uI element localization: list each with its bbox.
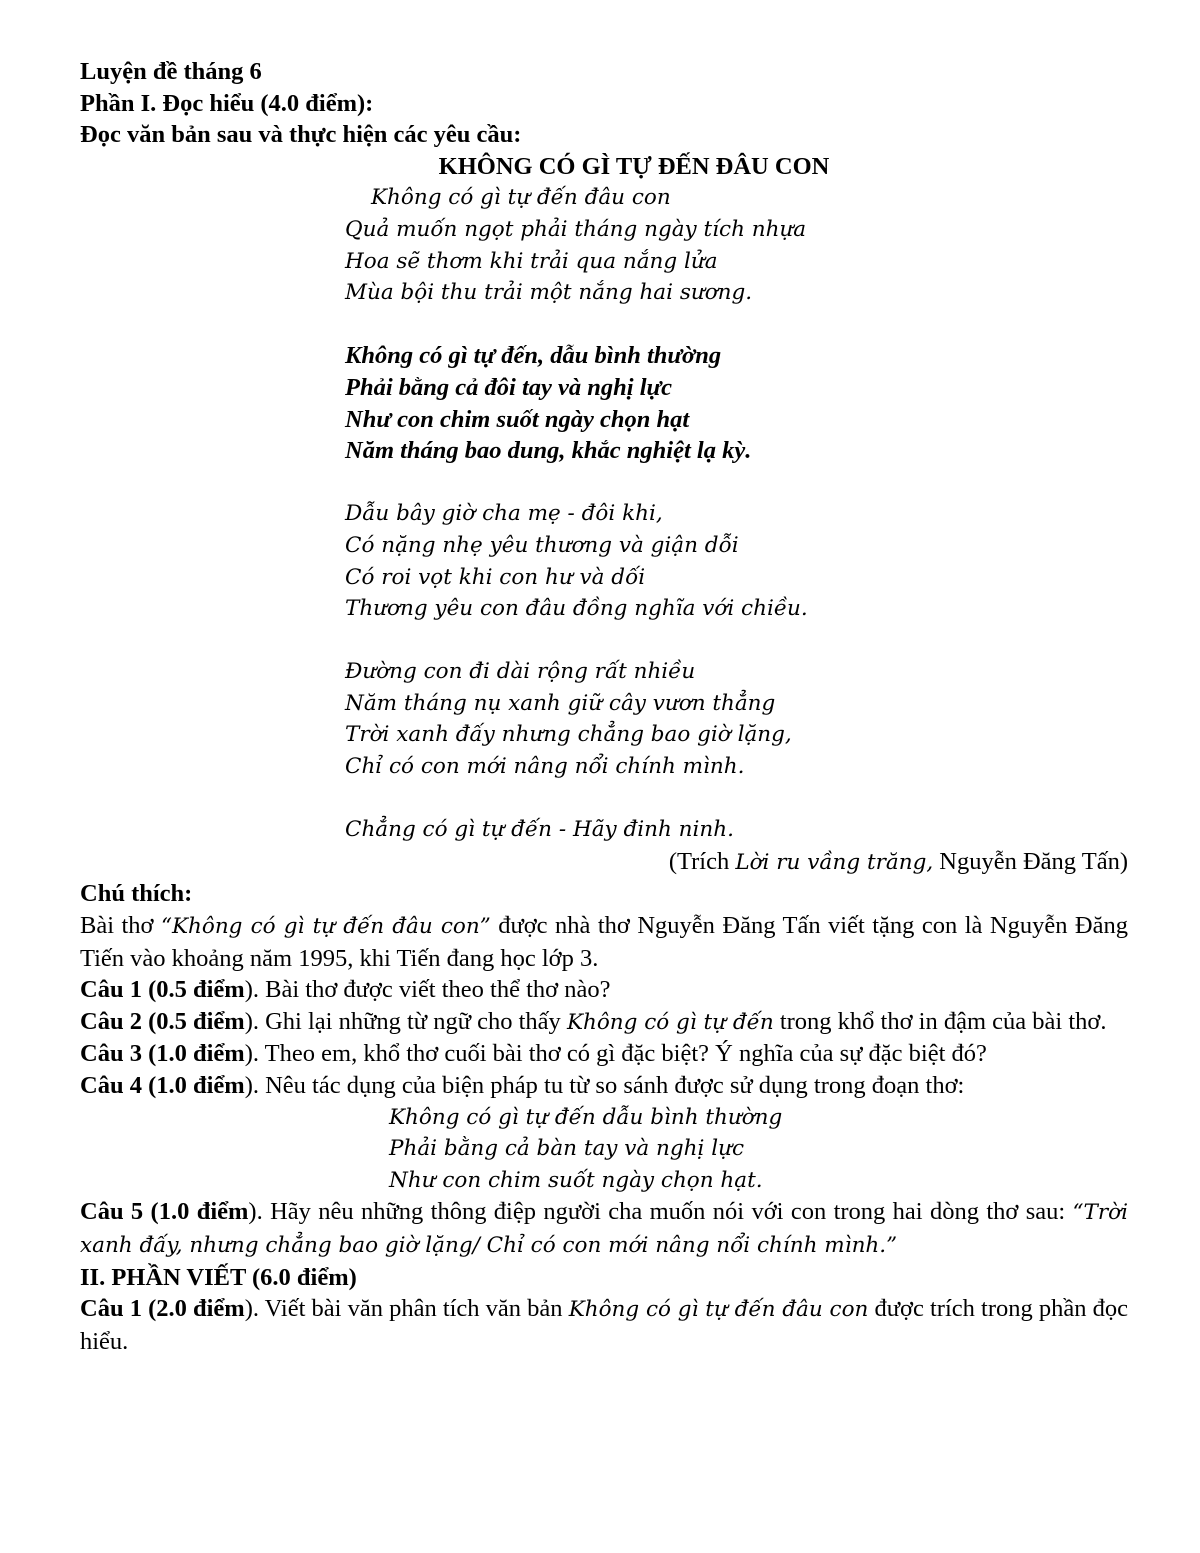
question-2 bbox=[80, 1006, 1128, 1039]
question-text: được trích trong phần đọc hiểu. bbox=[80, 1295, 1128, 1355]
poem-stanza-3 bbox=[80, 498, 1128, 624]
poem-line: Đường con đi dài rộng rất nhiều bbox=[345, 659, 696, 685]
citation-author: Nguyễn Đăng Tấn) bbox=[933, 847, 1128, 875]
poem-line: Năm tháng nụ xanh giữ cây vươn thẳng bbox=[345, 690, 776, 716]
question-label: Câu 2 (0.5 điểm bbox=[80, 1007, 245, 1035]
question-text: ). Hãy nêu những thông điệp người cha muốn nói với con trong hai dòng thơ sau: bbox=[248, 1198, 1073, 1226]
question-4 bbox=[80, 1070, 1128, 1102]
question-1 bbox=[80, 974, 1128, 1006]
question-5 bbox=[80, 1196, 1128, 1261]
section-heading-part2: II. PHẦN VIẾT (6.0 điểm) bbox=[80, 1263, 357, 1291]
poem-stanza-1 bbox=[80, 182, 1128, 308]
poem-line: Phải bằng cả đôi tay và nghị lực bbox=[345, 373, 673, 401]
poem-stanza-4 bbox=[80, 656, 1128, 782]
part2-question-1 bbox=[80, 1293, 1128, 1357]
poem-line: Có roi vọt khi con hư và dối bbox=[345, 564, 646, 590]
question-label: Câu 1 (2.0 điểm bbox=[80, 1295, 245, 1323]
question-italic: Không có gì tự đến bbox=[566, 1009, 774, 1035]
section-heading-part1: Phần I. Đọc hiểu (4.0 điểm): bbox=[80, 89, 374, 117]
poem-line: Quả muốn ngọt phải tháng ngày tích nhựa bbox=[345, 216, 807, 242]
question-text: ). Nêu tác dụng của biện pháp tu từ so sánh được sử dụng trong đoạn thơ: bbox=[244, 1072, 965, 1099]
question-text: trong khổ thơ in đậm của bài thơ. bbox=[773, 1007, 1107, 1035]
citation-prefix: (Trích bbox=[668, 847, 736, 875]
poem-line: Trời xanh đấy nhưng chẳng bao giờ lặng, bbox=[345, 722, 792, 748]
poem-line: Chẳng có gì tự đến - Hãy đinh ninh. bbox=[345, 817, 734, 843]
poem-line: Chỉ có con mới nâng nổi chính mình. bbox=[345, 754, 745, 780]
question-text: ). Theo em, khổ thơ cuối bài thơ có gì đặc biệt? Ý nghĩa của sự đặc biệt đó? bbox=[244, 1040, 987, 1068]
poem-line: Có nặng nhẹ yêu thương và giận dỗi bbox=[345, 532, 739, 558]
poem-line: Mùa bội thu trải một nắng hai sương. bbox=[345, 280, 753, 306]
poem-stanza-5 bbox=[80, 814, 1128, 846]
poem-line: Năm tháng bao dung, khắc nghiệt lạ kỳ. bbox=[345, 437, 752, 465]
question-4-poem bbox=[80, 1102, 1128, 1197]
poem-line: Không có gì tự đến đâu con bbox=[371, 185, 671, 211]
poem-line: Phải bằng cả bàn tay và nghị lực bbox=[389, 1136, 744, 1162]
note-label: Chú thích: bbox=[80, 880, 193, 908]
citation-book: Lời ru vầng trăng, bbox=[735, 849, 934, 875]
poem-line: Như con chim suốt ngày chọn hạt bbox=[345, 405, 690, 433]
doc-title: Luyện đề tháng 6 bbox=[80, 58, 262, 85]
note-poem-title: “Không có gì tự đến đâu con” bbox=[160, 914, 491, 940]
note-text-b: được nhà thơ Nguyễn Đăng Tấn viết tặng con là Nguyễn Đăng Tiến vào khoảng năm 1995, khi Tiến đang học lớp 3. bbox=[80, 912, 1128, 972]
poem-line: Dẫu bây giờ cha mẹ - đôi khi, bbox=[345, 501, 663, 527]
poem-line: Không có gì tự đến, dẫu bình thường bbox=[345, 342, 722, 370]
poem-line: Thương yêu con đâu đồng nghĩa với chiều. bbox=[345, 596, 808, 622]
poem-title: KHÔNG CÓ GÌ TỰ ĐẾN ĐÂU CON bbox=[438, 152, 830, 180]
question-label: Câu 5 (1.0 điểm bbox=[80, 1198, 249, 1226]
poem-line: Hoa sẽ thơm khi trải qua nắng lửa bbox=[345, 248, 718, 274]
question-text: ). Ghi lại những từ ngữ cho thấy bbox=[244, 1007, 567, 1035]
question-text: ). Viết bài văn phân tích văn bản bbox=[244, 1295, 569, 1323]
note-text bbox=[80, 910, 1128, 974]
question-text: ). Bài thơ được viết theo thể thơ nào? bbox=[244, 976, 611, 1004]
question-quote: “Trời xanh đấy, nhưng chẳng bao giờ lặng/ Chỉ có con mới nâng nổi chính mình.” bbox=[80, 1200, 1128, 1258]
document-page bbox=[80, 56, 1128, 1357]
poem-line: Như con chim suốt ngày chọn hạt. bbox=[389, 1167, 763, 1193]
poem-line: Không có gì tự đến dẫu bình thường bbox=[389, 1104, 783, 1130]
poem-stanza-2-bold bbox=[80, 340, 1128, 466]
note-text-a: Bài thơ bbox=[80, 912, 161, 940]
question-3 bbox=[80, 1038, 1128, 1070]
question-label: Câu 3 (1.0 điểm bbox=[80, 1040, 245, 1068]
question-italic: Không có gì tự đến đâu con bbox=[568, 1297, 869, 1323]
question-label: Câu 4 (1.0 điểm bbox=[80, 1072, 245, 1099]
question-label: Câu 1 (0.5 điểm bbox=[80, 976, 245, 1004]
instruction: Đọc văn bản sau và thực hiện các yêu cầu: bbox=[80, 121, 522, 149]
poem-citation bbox=[80, 846, 1128, 879]
